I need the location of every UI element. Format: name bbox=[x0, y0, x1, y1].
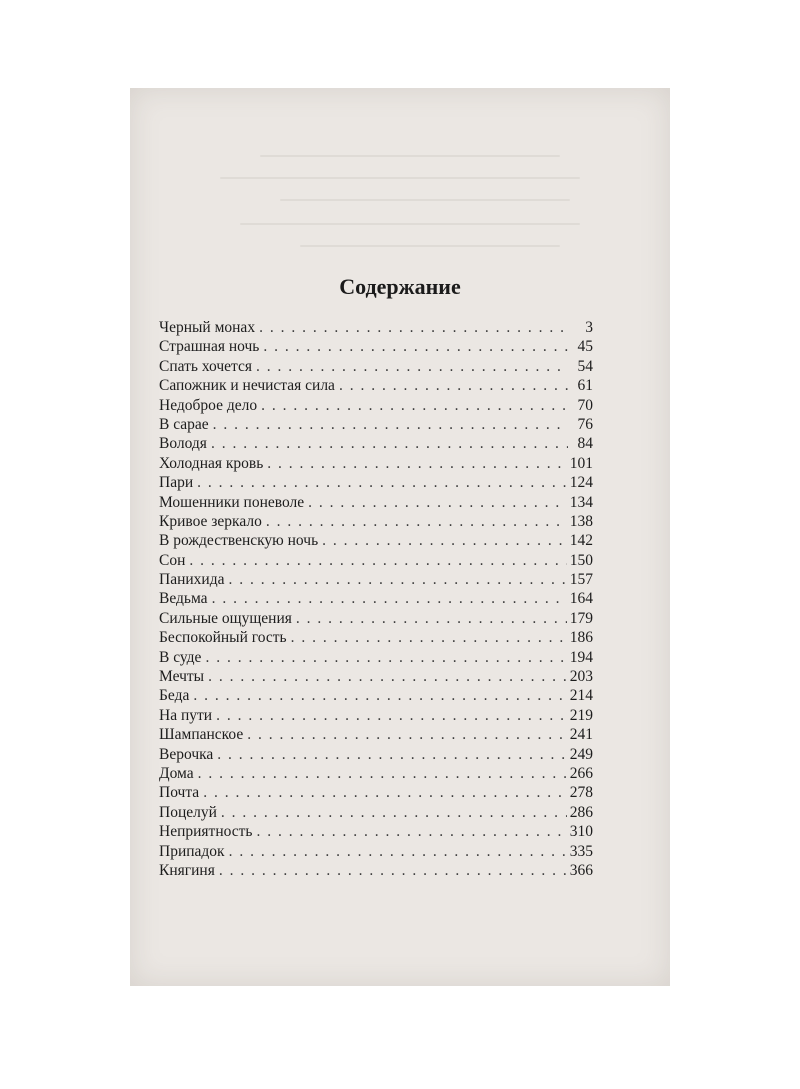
toc-entry-page-number: 203 bbox=[569, 668, 593, 686]
toc-entry bbox=[159, 609, 593, 628]
dot-leader bbox=[296, 609, 567, 628]
toc-entry bbox=[159, 357, 593, 376]
toc-entry-page-number: 179 bbox=[569, 609, 593, 627]
toc-entry bbox=[159, 628, 593, 647]
toc-entry-page-number: 219 bbox=[569, 706, 593, 724]
dot-leader bbox=[322, 531, 567, 550]
toc-entry-page-number: 186 bbox=[569, 629, 593, 647]
toc-entry bbox=[159, 648, 593, 667]
dot-leader bbox=[228, 570, 566, 589]
dot-leader bbox=[217, 745, 566, 764]
dot-leader bbox=[256, 357, 568, 376]
dot-leader bbox=[198, 764, 567, 783]
toc-entry bbox=[159, 589, 593, 608]
dot-leader bbox=[193, 686, 566, 705]
toc-entry-title: Пари bbox=[159, 474, 194, 492]
dot-leader bbox=[205, 648, 566, 667]
toc-entry bbox=[159, 570, 593, 589]
toc-entry bbox=[159, 667, 593, 686]
toc-entry-page-number: 76 bbox=[577, 415, 593, 433]
toc-entry bbox=[159, 396, 593, 415]
contents-heading: Содержание bbox=[339, 274, 461, 299]
toc-entry-title: Недоброе дело bbox=[159, 396, 258, 414]
toc-entry bbox=[159, 764, 593, 783]
toc-entry-page-number: 142 bbox=[569, 532, 593, 550]
toc-entry bbox=[159, 706, 593, 725]
toc-entry-title: Сильные ощущения bbox=[159, 609, 292, 627]
dot-leader bbox=[339, 376, 568, 395]
toc-entry-title: Припадок bbox=[159, 842, 225, 860]
toc-entry-title: Княгиня bbox=[159, 861, 215, 879]
toc-entry-page-number: 278 bbox=[569, 784, 593, 802]
dot-leader bbox=[247, 725, 567, 744]
toc-entry-page-number: 138 bbox=[569, 512, 593, 530]
toc-entry-page-number: 266 bbox=[569, 764, 593, 782]
dot-leader bbox=[203, 783, 567, 802]
toc-entry-title: Сон bbox=[159, 551, 186, 569]
dot-leader bbox=[212, 589, 567, 608]
dot-leader bbox=[308, 493, 567, 512]
toc-entry-page-number: 194 bbox=[569, 648, 593, 666]
dot-leader bbox=[213, 415, 568, 434]
dot-leader bbox=[291, 628, 567, 647]
dot-leader bbox=[259, 318, 568, 337]
toc-entry-page-number: 335 bbox=[569, 842, 593, 860]
toc-entry bbox=[159, 531, 593, 550]
toc-entry-title: Страшная ночь bbox=[159, 338, 260, 356]
toc-entry-title: Дома bbox=[159, 764, 194, 782]
toc-entry-page-number: 61 bbox=[577, 377, 593, 395]
toc-entry-page-number: 101 bbox=[569, 454, 593, 472]
dot-leader bbox=[229, 842, 567, 861]
toc-entry bbox=[159, 415, 593, 434]
toc-entry-title: На пути bbox=[159, 706, 213, 724]
toc-entry bbox=[159, 337, 593, 356]
toc-entry-page-number: 124 bbox=[569, 474, 593, 492]
toc-entry-title: Беспокойный гость bbox=[159, 629, 287, 647]
dot-leader bbox=[221, 803, 567, 822]
toc-entry-title: Ведьма bbox=[159, 590, 208, 608]
toc-entry-title: Шампанское bbox=[159, 726, 244, 744]
toc-entry bbox=[159, 822, 593, 841]
toc-entry bbox=[159, 473, 593, 492]
dot-leader bbox=[263, 337, 568, 356]
toc-entry-title: Кривое зеркало bbox=[159, 512, 262, 530]
dot-leader bbox=[208, 667, 567, 686]
dot-leader bbox=[266, 512, 567, 531]
toc-entry-page-number: 134 bbox=[569, 493, 593, 511]
toc-entry bbox=[159, 745, 593, 764]
dot-leader bbox=[189, 551, 566, 570]
toc-entry bbox=[159, 454, 593, 473]
dot-leader bbox=[216, 706, 567, 725]
toc-entry-title: Спать хочется bbox=[159, 357, 252, 375]
toc-entry-page-number: 3 bbox=[585, 319, 593, 336]
toc-entry-title: Мошенники поневоле bbox=[159, 493, 305, 511]
toc-entry-page-number: 214 bbox=[569, 687, 593, 705]
dot-leader bbox=[256, 822, 566, 841]
dot-leader bbox=[267, 454, 566, 473]
toc-entry-page-number: 45 bbox=[577, 338, 593, 356]
toc-entry bbox=[159, 861, 593, 880]
toc-entry bbox=[159, 376, 593, 395]
toc-entry-page-number: 249 bbox=[569, 745, 593, 763]
toc-entry-page-number: 70 bbox=[577, 396, 593, 414]
toc-entry bbox=[159, 551, 593, 570]
toc-entry bbox=[159, 493, 593, 512]
toc-entry bbox=[159, 686, 593, 705]
show-through-text bbox=[130, 143, 670, 273]
toc-entry-page-number: 366 bbox=[569, 861, 593, 879]
toc-entry bbox=[159, 803, 593, 822]
toc-entry bbox=[159, 434, 593, 453]
book-page bbox=[130, 88, 670, 986]
toc-entry-page-number: 310 bbox=[569, 823, 593, 841]
toc-entry-title: Сапожник и нечистая сила bbox=[159, 377, 335, 395]
toc-entry-title: Верочка bbox=[159, 745, 214, 763]
table-of-contents bbox=[159, 318, 593, 880]
toc-entry bbox=[159, 783, 593, 802]
dot-leader bbox=[197, 473, 567, 492]
toc-entry-page-number: 157 bbox=[569, 571, 593, 589]
dot-leader bbox=[219, 861, 567, 880]
toc-entry-page-number: 84 bbox=[577, 435, 593, 453]
toc-entry-title: Панихида bbox=[159, 571, 225, 589]
toc-entry-title: Холодная кровь bbox=[159, 454, 264, 472]
toc-entry-title: Беда bbox=[159, 687, 190, 705]
toc-entry bbox=[159, 842, 593, 861]
toc-entry-page-number: 286 bbox=[569, 803, 593, 821]
dot-leader bbox=[261, 396, 568, 415]
dot-leader bbox=[211, 434, 568, 453]
toc-entry-page-number: 241 bbox=[569, 726, 593, 744]
toc-entry bbox=[159, 318, 593, 337]
toc-entry-title: Почта bbox=[159, 784, 200, 802]
toc-entry-page-number: 54 bbox=[577, 357, 593, 375]
toc-entry bbox=[159, 512, 593, 531]
toc-entry-title: В сарае bbox=[159, 415, 209, 433]
toc-entry-page-number: 164 bbox=[569, 590, 593, 608]
toc-entry-page-number: 150 bbox=[569, 551, 593, 569]
toc-entry-title: Черный монах bbox=[159, 319, 256, 336]
toc-entry-title: Поцелуй bbox=[159, 803, 217, 821]
toc-entry-title: В суде bbox=[159, 648, 202, 666]
toc-entry-title: В рождественскую ночь bbox=[159, 532, 319, 550]
toc-entry-title: Володя bbox=[159, 435, 207, 453]
toc-entry-title: Мечты bbox=[159, 668, 205, 686]
toc-entry-title: Неприятность bbox=[159, 823, 253, 841]
toc-entry bbox=[159, 725, 593, 744]
